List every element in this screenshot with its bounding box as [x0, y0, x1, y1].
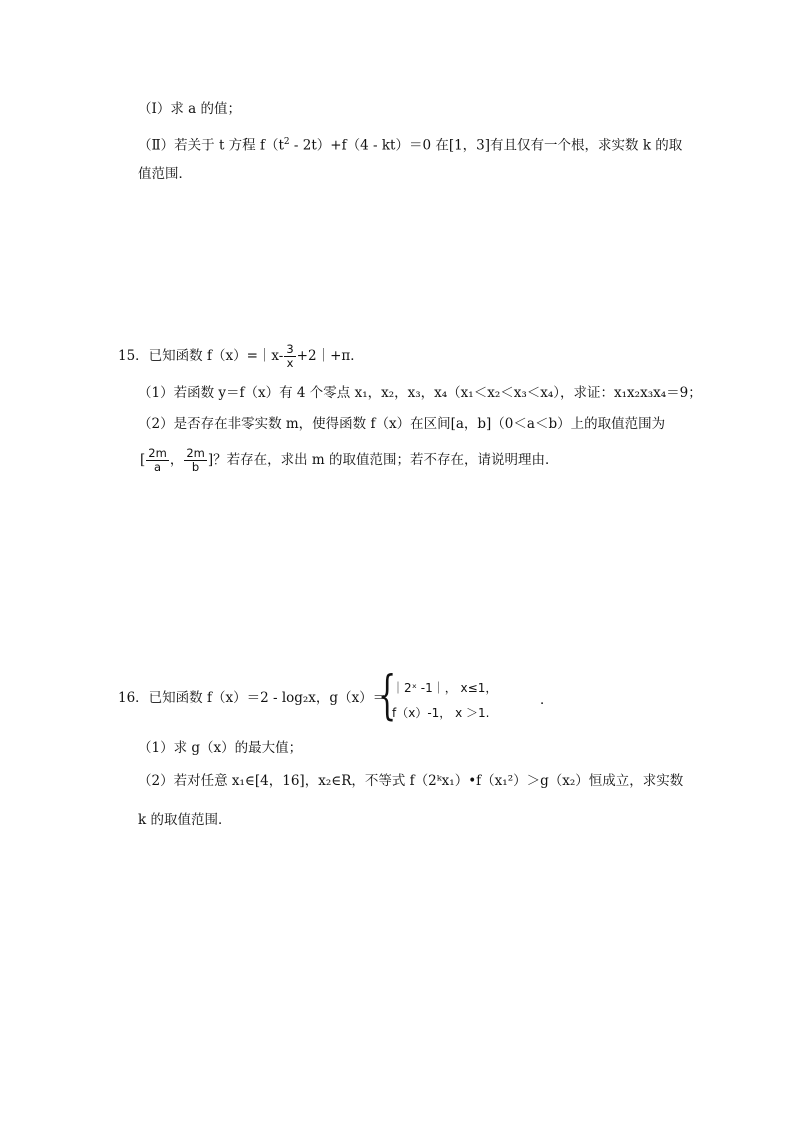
q15-fraction [284, 343, 295, 370]
q15-tail: +2｜+π． [296, 348, 364, 364]
question-16-part-1: （1）求 g（x）的最大值； [138, 740, 303, 756]
question-15-part-2-range [140, 443, 559, 477]
q15-fraction-denominator: x [286, 356, 294, 370]
q14-part2-text-b: - 2t）+f（4 - kt）＝0 在[1，3]有且仅有一个根，求实数 k 的取 [289, 137, 683, 154]
question-14-part-1: （Ⅰ）求 a 的值； [138, 101, 241, 117]
question-14-part-2-continued: 值范围． [138, 166, 192, 182]
q14-part2-text-a: （Ⅱ）若关于 t 方程 f（t [138, 137, 284, 154]
q15-fraction-numerator: 3 [286, 342, 294, 356]
question-16-stem: 16．已知函数 f（x）＝2 - log₂x，g（x）＝ [118, 690, 387, 706]
q14-part2-exponent: 2 [283, 137, 290, 147]
q16-stem-end: ． [540, 692, 554, 708]
q15-range-fraction-1-denominator: a [154, 460, 162, 474]
q16-piecewise-case-1: ｜2ˣ -1｜， x≤1， [392, 681, 498, 695]
question-16-part-2: （2）若对任意 x₁∈[4，16]，x₂∈R，不等式 f（2ᵏx₁）•f（x₁²）＞g（x₂）恒成立，求实数 [138, 773, 684, 789]
question-15-stem [118, 343, 364, 370]
question-15-part-1: （1）若函数 y＝f（x）有 4 个零点 x₁，x₂，x₃，x₄（x₁＜x₂＜x₃＜x₄），求证：x₁x₂x₃x₄＝9； [138, 385, 702, 401]
question-16-part-2-continued: k 的取值范围． [138, 812, 232, 828]
q15-lead: 15．已知函数 f（x）=｜x- [118, 348, 284, 364]
q15-range-fraction-1 [146, 447, 169, 474]
q15-range-fraction-2 [184, 447, 207, 474]
q15-range-fraction-2-numerator: 2m [186, 446, 205, 460]
q15-range-close: ]？若存在，求出 m 的取值范围；若不存在，请说明理由． [207, 452, 559, 468]
q15-range-open: [ [140, 452, 146, 468]
q15-range-fraction-1-numerator: 2m [148, 446, 167, 460]
q15-range-separator: ， [169, 452, 184, 468]
question-15-part-2: （2）是否存在非零实数 m，使得函数 f（x）在区间[a，b]（0＜a＜b）上的取值范围为 [138, 416, 666, 432]
q16-piecewise-brace: { [378, 666, 397, 726]
q16-piecewise-case-2: f（x）-1， x ＞1. [392, 706, 490, 720]
question-14-part-2 [138, 132, 682, 156]
q15-range-fraction-2-denominator: b [191, 460, 200, 474]
